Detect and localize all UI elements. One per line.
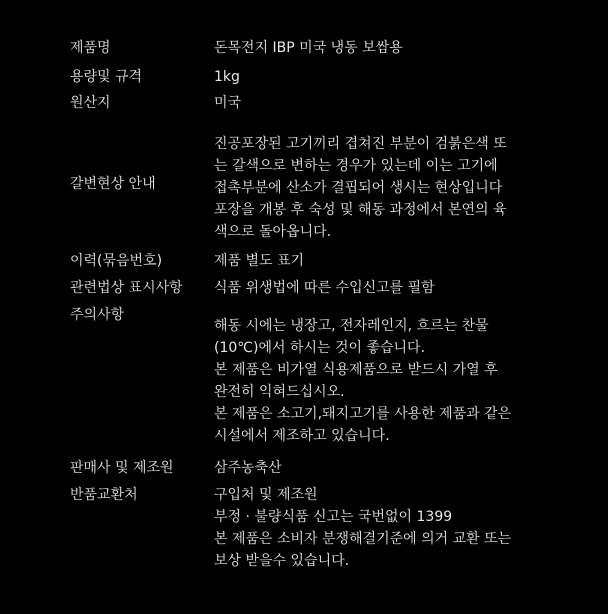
label-legal-notice: 관련법상 표시사항 — [70, 280, 183, 296]
value-line: 돈목전지 IBP 미국 냉동 보쌈용 — [214, 40, 403, 56]
label-capacity: 용량및 규격 — [70, 69, 143, 85]
value-line: 본 제품은 소고기,돼지고기를 사용한 제품과 같은 — [214, 406, 512, 422]
value-seller-manufacturer — [214, 457, 544, 479]
label-precautions: 주의사항 — [70, 307, 125, 323]
value-line: 진공포장된 고기끼리 겹쳐진 부분이 검붉은색 또 — [214, 136, 507, 152]
label-seller-manufacturer: 판매사 및 제조원 — [70, 460, 174, 476]
value-line: 완전히 익혀드십시오. — [214, 384, 345, 400]
value-line: 식품 위생법에 따른 수입신고를 필함 — [214, 280, 435, 296]
value-line: 본 제품은 소비자 분쟁해결기준에 의거 교환 또는 — [214, 531, 512, 547]
value-line: 는 갈색으로 변하는 경우가 있는데 이는 고기에 — [214, 158, 498, 174]
label-browning-notice: 갈변현상 안내 — [70, 176, 156, 192]
value-product-name — [214, 37, 544, 59]
value-browning-notice — [214, 133, 544, 243]
label-origin: 원산지 — [70, 95, 111, 111]
label-product-name: 제품명 — [70, 40, 111, 56]
value-line: 해동 시에는 냉장고, 전자레인지, 흐르는 찬물 — [214, 318, 489, 334]
value-returns — [214, 484, 544, 572]
value-origin — [214, 92, 544, 114]
value-line: 보상 받을수 있습니다. — [214, 553, 350, 569]
value-line: 색으로 돌아옵니다. — [214, 224, 332, 240]
value-line: 삼주농축산 — [214, 460, 282, 476]
value-line: 구입처 및 제조원 — [214, 487, 318, 503]
value-line: 시설에서 제조하고 있습니다. — [214, 428, 390, 444]
label-returns: 반품교환처 — [70, 487, 138, 503]
value-line: 미국 — [214, 95, 242, 111]
value-precautions — [214, 315, 544, 447]
value-line: 접촉부분에 산소가 결핍되어 생시는 현상입니다 — [214, 180, 503, 196]
value-line: 제품 별도 표기 — [214, 253, 305, 269]
value-line: (10℃)에서 하시는 것이 좋습니다. — [214, 340, 426, 356]
value-line: 본 제품은 비가열 식용제품으로 받드시 가열 후 — [214, 362, 498, 378]
label-traceability: 이력(묶음번호) — [70, 253, 163, 269]
value-traceability — [214, 250, 544, 272]
value-line: 부정 · 불량식품 신고는 국번없이 1399 — [214, 509, 453, 525]
value-line: 1kg — [214, 69, 240, 85]
value-line: 포장을 개봉 후 숙성 및 해동 과정에서 본연의 육 — [214, 202, 507, 218]
value-capacity — [214, 66, 544, 88]
value-legal-notice — [214, 277, 544, 299]
